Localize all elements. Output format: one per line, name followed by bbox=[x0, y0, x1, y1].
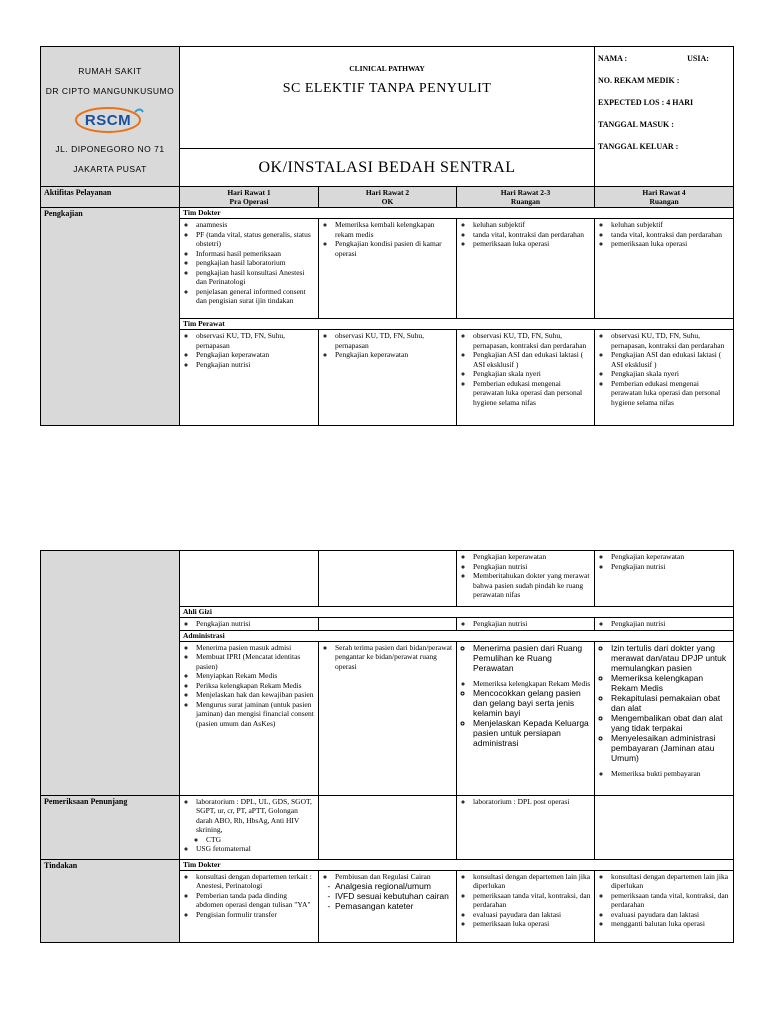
list-item: ◦ Membuat IPRI (Mencatat identitas pasien) bbox=[196, 652, 315, 671]
list-item: ◦ Pengkajian nutrisi bbox=[473, 619, 591, 629]
list-item: ◦ Menyiapkan Rekam Medis bbox=[196, 671, 315, 681]
tim-dokter-subheader: Tim Dokter bbox=[180, 208, 734, 219]
list-item: ◦ Pengkajian ASI dan edukasi laktasi ( ASI eksklusif ) bbox=[611, 350, 730, 369]
list-item: ◦ Pengkajian nutrisi bbox=[473, 562, 591, 572]
list-item: ◦ Pengkajian skala nyeri bbox=[611, 369, 730, 379]
list-item: ◦ Pengkajian nutrisi bbox=[611, 562, 730, 572]
list-item: ◦ Memeriksa kelengkapan Rekam Medis bbox=[473, 679, 591, 689]
list-item: ◦ pengkajian hasil laboratorium bbox=[196, 258, 315, 268]
list-item: ◦ Memeriksa bukti pembayaran bbox=[611, 769, 730, 779]
list-item: ◦ pemeriksaan tanda vital, kontraksi, dan perdarahan bbox=[473, 891, 591, 910]
list-item: ◦ Pemberian tanda pada dinding abdomen operasi dengan tulisan "YA" bbox=[196, 891, 315, 910]
list-item: ◦ Menjelaskan hak dan kewajiban pasien bbox=[196, 690, 315, 700]
list-item: ◦ Pengkajian nutrisi bbox=[196, 360, 315, 370]
rscm-logo-graphic bbox=[75, 106, 145, 134]
list-item: ◦ tanda vital, kontraksi dan perdarahan bbox=[611, 230, 730, 240]
discharge-date-field: TANGGAL KELUAR : bbox=[598, 142, 679, 151]
gizi-day3 bbox=[457, 618, 595, 631]
list-item: ◦ konsultasi dengan departemen lain jika diperlukan bbox=[611, 872, 730, 891]
list-item: ◦ Pembiusan dan Regulasi Cairan bbox=[335, 872, 453, 882]
list-item: ◦ Izin tertulis dari dokter yang merawat dan/atau DPJP untuk memulangkan pasien bbox=[611, 643, 730, 673]
perawat-day1 bbox=[180, 330, 319, 426]
list-item: ◦ Menyelesaikan administrasi pembayaran (Jaminan atau Umum) bbox=[611, 733, 730, 763]
list-item: ◦ laboratorium : DPL, UL, GDS, SGOT, SGPT, ur, cr, PT, aPTT, Golongan darah ABO, Rh, HbsAg, Anti HIV skrining, bbox=[196, 797, 315, 835]
list-item: ◦ Memeriksa kelengkapan Rekam Medis bbox=[611, 673, 730, 693]
gizi-day2 bbox=[319, 618, 457, 631]
document-page-1 bbox=[40, 46, 733, 444]
list-item: ◦ Mencocokkan gelang pasien dan gelang bayi serta jenis kelamin bayi bbox=[473, 688, 591, 718]
list-item: ◦ penjelasan general informed consent dan pengisian surat ijin tindakan bbox=[196, 287, 315, 306]
list-item: ◦ observasi KU, TD, FN, Suhu, pernapasan, kontraksi dan perdarahan bbox=[473, 331, 591, 350]
list-item: ◦ Pengkajian keperawatan bbox=[473, 552, 591, 562]
list-item: ◦ observasi KU, TD, FN, Suhu, pernapasan bbox=[196, 331, 315, 350]
dokter-day4 bbox=[595, 219, 734, 319]
list-item: ◦ Pengkajian nutrisi bbox=[196, 619, 315, 629]
perawat-day4 bbox=[595, 330, 734, 426]
list-item: ◦ Menjelaskan Kepada Keluarga pasien untuk persiapan administrasi bbox=[473, 718, 591, 748]
list-item: ◦ evaluasi payudara dan laktasi bbox=[611, 910, 730, 920]
list-item: ◦ Pengkajian kondisi pasien di kamar operasi bbox=[335, 239, 453, 258]
list-item: ◦ Pengkajian keperawatan bbox=[196, 350, 315, 360]
pathway-title-cell bbox=[180, 47, 595, 149]
admin-day1 bbox=[180, 641, 319, 795]
gizi-day4 bbox=[595, 618, 734, 631]
admin-day3 bbox=[457, 641, 595, 795]
list-item: ◦ pemeriksaan luka operasi bbox=[473, 919, 591, 929]
hospital-name-line-2: DR CIPTO MANGUNKUSUMO bbox=[45, 85, 175, 96]
list-item: ◦ konsultasi dengan departemen terkait : Anestesi, Perinatologi bbox=[196, 872, 315, 891]
list-item: ◦ Informasi hasil pemeriksaan bbox=[196, 249, 315, 259]
tindakan-day2 bbox=[319, 870, 457, 942]
list-item: ◦ pemeriksaan luka operasi bbox=[611, 239, 730, 249]
list-item: ◦ tanda vital, kontraksi dan perdarahan bbox=[473, 230, 591, 240]
list-item: ◦ Pengkajian keperawatan bbox=[611, 552, 730, 562]
list-item: ◦ Memeriksa kembali kelengkapan rekam medis bbox=[335, 220, 453, 239]
cont-day1 bbox=[180, 551, 319, 607]
list-item: ◦ pengkajian hasil konsultasi Anestesi dan Perinatologi bbox=[196, 268, 315, 287]
tindakan-day3 bbox=[457, 870, 595, 942]
day3-header: Hari Rawat 2-3 Ruangan bbox=[457, 187, 595, 208]
hospital-name-line-1: RUMAH SAKIT bbox=[78, 65, 142, 76]
hospital-info-cell bbox=[41, 47, 180, 187]
list-item: - Analgesia regional/umum bbox=[335, 881, 453, 891]
gizi-day1 bbox=[180, 618, 319, 631]
rscm-logo bbox=[44, 106, 176, 134]
list-item: ◦ keluhan subjektif bbox=[611, 220, 730, 230]
list-item: ◦ evaluasi payudara dan laktasi bbox=[473, 910, 591, 920]
admission-date-field: TANGGAL MASUK : bbox=[598, 120, 674, 129]
pemeriksaan-penunjang-label: Pemeriksaan Penunjang bbox=[41, 795, 180, 859]
list-item: ◦ Mengurus surat jaminan (untuk pasien jaminan) dan mengisi financial consent (pasien umum dan AsKes) bbox=[196, 700, 315, 729]
list-item: ◦ Pengkajian skala nyeri bbox=[473, 369, 591, 379]
list-item: ◦ Menerima pasien masuk admisi bbox=[196, 643, 315, 653]
penunjang-day3 bbox=[457, 795, 595, 859]
pengkajian-label: Pengkajian bbox=[41, 208, 180, 426]
list-item: ◦ keluhan subjektif bbox=[473, 220, 591, 230]
cont-day4 bbox=[595, 551, 734, 607]
cont-day2 bbox=[319, 551, 457, 607]
list-item: ◦ USG fetomaternal bbox=[196, 844, 315, 854]
list-item: ◦ CTG bbox=[206, 835, 315, 845]
logo-text: RSCM bbox=[84, 111, 132, 129]
dokter-day2 bbox=[319, 219, 457, 319]
medical-record-field: NO. REKAM MEDIK : bbox=[598, 76, 680, 85]
tindakan-day4 bbox=[595, 870, 734, 942]
day2-header: Hari Rawat 2 OK bbox=[319, 187, 457, 208]
list-item: ◦ pemeriksaan tanda vital, kontraksi, dan perdarahan bbox=[611, 891, 730, 910]
address-line-2: JAKARTA PUSAT bbox=[73, 163, 147, 174]
list-item: ◦ anamnesis bbox=[196, 220, 315, 230]
patient-info-cell bbox=[595, 47, 734, 187]
patient-name-field bbox=[598, 48, 730, 70]
list-item: ◦ Periksa kelengkapan Rekam Medis bbox=[196, 681, 315, 691]
ahli-gizi-subheader: Ahli Gizi bbox=[180, 607, 734, 618]
list-item: ◦ Pengkajian keperawatan bbox=[335, 350, 453, 360]
admin-day2 bbox=[319, 641, 457, 795]
list-item: ◦ PF (tanda vital, status generalis, status obstetri) bbox=[196, 230, 315, 249]
tim-perawat-subheader: Tim Perawat bbox=[180, 319, 734, 330]
perawat-day3 bbox=[457, 330, 595, 426]
cont-day3 bbox=[457, 551, 595, 607]
penunjang-day1 bbox=[180, 795, 319, 859]
usia-label: USIA: bbox=[687, 54, 709, 63]
activity-column-header: Aktifitas Pelayanan bbox=[41, 187, 180, 208]
list-item: ◦ Pengkajian nutrisi bbox=[611, 619, 730, 629]
address-line-1: JL. DIPONEGORO NO 71 bbox=[55, 143, 165, 154]
document-page-2 bbox=[40, 550, 733, 955]
list-item: ◦ Pemberian edukasi mengenai perawatan luka operasi dan personal hygiene selama nifas bbox=[611, 379, 730, 408]
list-item: ◦ Pengisian formulir transfer bbox=[196, 910, 315, 920]
pengkajian-continued-label bbox=[41, 551, 180, 796]
tindakan-tim-dokter-subheader: Tim Dokter bbox=[180, 859, 734, 870]
list-item: - IVFD sesuai kebutuhan cairan bbox=[335, 891, 453, 901]
nama-label: NAMA : bbox=[598, 54, 628, 63]
penunjang-day2 bbox=[319, 795, 457, 859]
list-item: ◦ Pemberian edukasi mengenai perawatan luka operasi dan personal hygiene selama nifas bbox=[473, 379, 591, 408]
list-item: ◦ Rekapitulasi pemakaian obat dan alat bbox=[611, 693, 730, 713]
list-item: ◦ Mengembalikan obat dan alat yang tidak terpakai bbox=[611, 713, 730, 733]
unit-title: OK/INSTALASI BEDAH SENTRAL bbox=[180, 149, 595, 187]
pathway-main-title: SC ELEKTIF TANPA PENYULIT bbox=[282, 81, 492, 96]
tindakan-day1 bbox=[180, 870, 319, 942]
expected-los-field: EXPECTED LOS : 4 HARI bbox=[598, 98, 694, 107]
list-item: ◦ mengganti balutan luka operasi bbox=[611, 919, 730, 929]
administrasi-subheader: Administrasi bbox=[180, 630, 734, 641]
list-item: ◦ konsultasi dengan departemen lain jika diperlukan bbox=[473, 872, 591, 891]
list-item: ◦ pemeriksaan luka operasi bbox=[473, 239, 591, 249]
penunjang-day4 bbox=[595, 795, 734, 859]
list-item: ◦ observasi KU, TD, FN, Suhu, pernapasan bbox=[335, 331, 453, 350]
clinical-pathway-label: CLINICAL PATHWAY bbox=[349, 64, 425, 73]
tindakan-label: Tindakan bbox=[41, 859, 180, 942]
list-item: ◦ Menerima pasien dari Ruang Pemulihan ke Ruang Perawatan bbox=[473, 643, 591, 673]
list-item: ◦ laboratorium : DPL post operasi bbox=[473, 797, 591, 807]
day1-header: Hari Rawat 1 Pra Operasi bbox=[180, 187, 319, 208]
dokter-day1 bbox=[180, 219, 319, 319]
list-item: ◦ Pengkajian ASI dan edukasi laktasi ( ASI eksklusif ) bbox=[473, 350, 591, 369]
list-item: ◦ observasi KU, TD, FN, Suhu, pernapasan, kontraksi dan perdarahan bbox=[611, 331, 730, 350]
admin-day4 bbox=[595, 641, 734, 795]
dokter-day3 bbox=[457, 219, 595, 319]
list-item: ◦ Memberitahukan dokter yang merawat bahwa pasien sudah pindah ke ruang perawatan nifas bbox=[473, 571, 591, 600]
perawat-day2 bbox=[319, 330, 457, 426]
day4-header: Hari Rawat 4 Ruangan bbox=[595, 187, 734, 208]
list-item: - Pemasangan kateter bbox=[335, 901, 453, 911]
list-item: ◦ Serah terima pasien dari bidan/perawat pengantar ke bidan/perawat ruang operasi bbox=[335, 643, 453, 672]
